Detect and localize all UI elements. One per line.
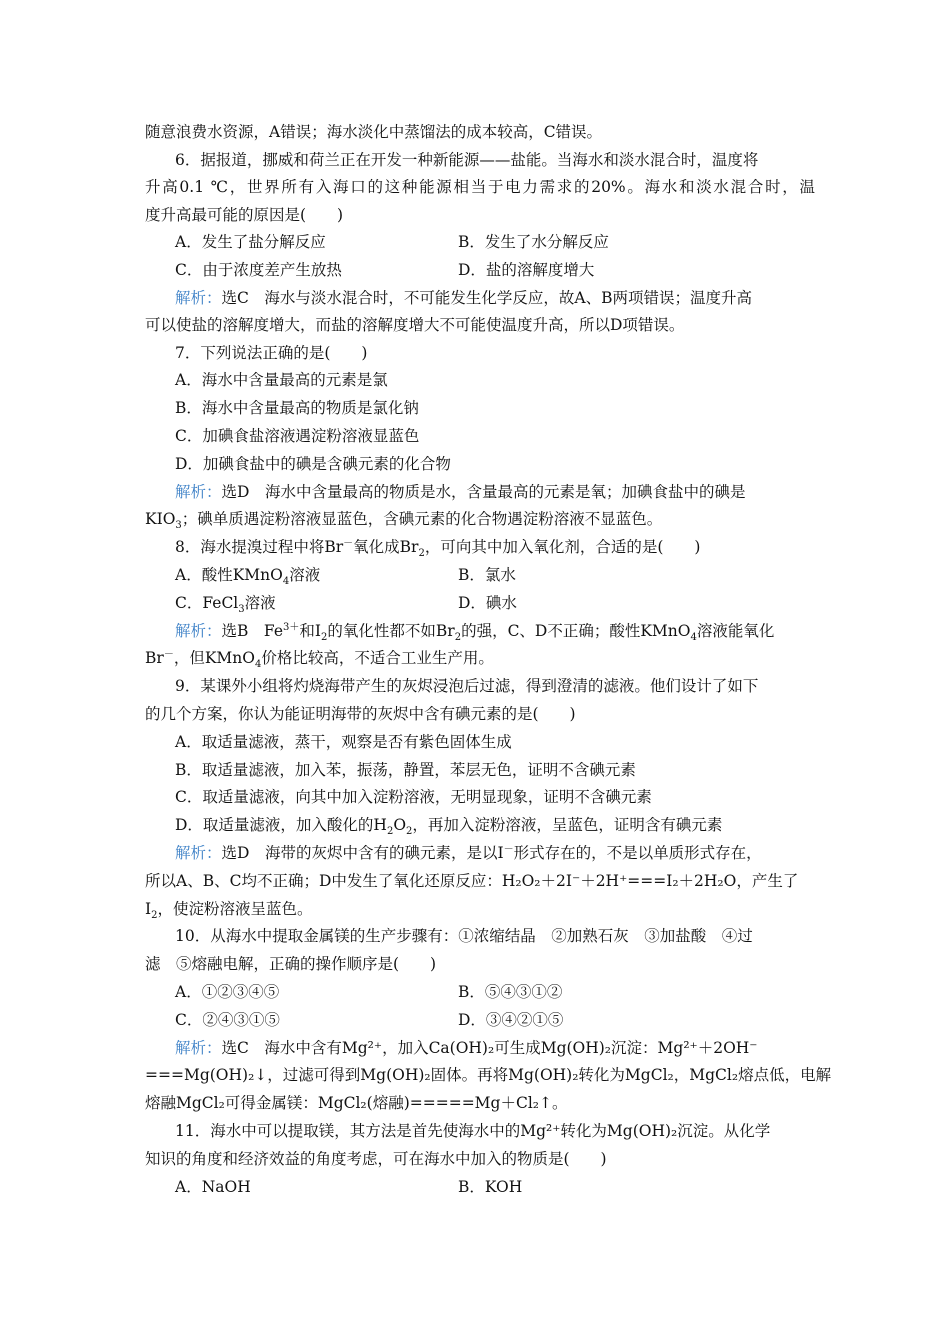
text-line: Br－，但KMnO$_4$价格比较高，不适合工业生产用。 — [145, 648, 494, 671]
option-a: A．NaOH — [175, 1178, 251, 1196]
option-d: D．③④②①⑤ — [458, 1011, 564, 1029]
option-c: C．由于浓度差产生放热 — [175, 261, 342, 279]
analysis — [175, 481, 845, 503]
text-line: ===Mg(OH)₂↓，过滤可得到Mg(OH)₂固体。再将Mg(OH)₂转化为MgCl₂，MgCl₂熔点低，电解 — [145, 1066, 832, 1084]
option-c: C．加碘食盐溶液遇淀粉溶液显蓝色 — [175, 427, 420, 445]
option-c: C．取适量滤液，向其中加入淀粉溶液，无明显现象，证明不含碘元素 — [175, 788, 652, 806]
analysis-text: 选C 海水与淡水混合时，不可能发生化学反应，故A、B两项错误；温度升高 — [221, 289, 752, 307]
analysis-text: 选C 海水中含有Mg²⁺，加入Ca(OH)₂可生成Mg(OH)₂沉淀：Mg²⁺＋2OH⁻ — [221, 1039, 758, 1057]
analysis: 解析：选B $Fe^{3+}$和$I_2$的氧化性都不如$Br_2$的强，C、D不正确；酸性KMnO$_4$溶液能氧化 — [175, 621, 775, 644]
analysis — [175, 1037, 845, 1059]
option-b: B．⑤④③①② — [458, 983, 563, 1001]
question-9: 9．某课外小组将灼烧海带产生的灰烬浸泡后过滤，得到澄清的滤液。他们设计了如下 — [175, 677, 759, 695]
analysis-label: 解析： — [175, 844, 222, 862]
analysis-label: 解析： — [175, 622, 222, 640]
option-d: D．取适量滤液，加入酸化的$H_2O_2$，再加入淀粉溶液，呈蓝色，证明含有碘元素 — [175, 816, 723, 838]
question-10: 10．从海水中提取金属镁的生产步骤有：①浓缩结晶 ②加熟石灰 ③加盐酸 ④过 — [175, 927, 753, 945]
text-line: 随意浪费水资源，A错误；海水淡化中蒸馏法的成本较高，C错误。 — [145, 123, 603, 141]
option-b: B．氯水 — [458, 566, 516, 584]
option-a: A．发生了盐分解反应 — [175, 233, 326, 251]
option-a: A．海水中含量最高的元素是氯 — [175, 371, 388, 389]
text-line: 滤 ⑤熔融电解，正确的操作顺序是( ) — [145, 955, 437, 973]
text-line: 所以A、B、C均不正确；D中发生了氧化还原反应：H₂O₂＋2I⁻＋2H⁺===I₂＋2H₂O，产生了 — [145, 872, 799, 890]
option-a: A．取适量滤液，蒸干，观察是否有紫色固体生成 — [175, 733, 512, 751]
question-11: 11．海水中可以提取镁，其方法是首先使海水中的Mg²⁺转化为Mg(OH)₂沉淀。从化学 — [175, 1122, 771, 1140]
option-d: D．盐的溶解度增大 — [458, 261, 595, 279]
analysis-label: 解析： — [175, 289, 222, 307]
option-b: B．取适量滤液，加入苯，振荡，静置，苯层无色，证明不含碘元素 — [175, 761, 636, 779]
option-b: B．海水中含量最高的物质是氯化钠 — [175, 399, 419, 417]
option-b: B．KOH — [458, 1178, 523, 1196]
analysis-text: 选D 海水中含量最高的物质是水，含量最高的元素是氧；加碘食盐中的碘是 — [221, 483, 746, 501]
text-line: 熔融MgCl₂可得金属镁：MgCl₂(熔融)=====Mg＋Cl₂↑。 — [145, 1094, 568, 1112]
question-6: 6．据报道，挪威和荷兰正在开发一种新能源——盐能。当海水和淡水混合时，温度将 — [175, 151, 759, 169]
analysis — [175, 287, 845, 309]
question-8: 8．海水提溴过程中将Br－氧化成$Br_2$，可向其中加入氧化剂，合适的是( ) — [175, 537, 701, 560]
text-line: $KIO_3$；碘单质遇淀粉溶液显蓝色，含碘元素的化合物遇淀粉溶液不显蓝色。 — [145, 510, 663, 532]
option-d: D．碘水 — [458, 594, 517, 612]
option-c: C．②④③①⑤ — [175, 1011, 280, 1029]
text-line: 可以使盐的溶解度增大，而盐的溶解度增大不可能使温度升高，所以D项错误。 — [145, 316, 685, 334]
option-a: A．①②③④⑤ — [175, 983, 280, 1001]
text-line: 度升高最可能的原因是( ) — [145, 206, 344, 224]
analysis-label: 解析： — [175, 483, 222, 501]
analysis-label: 解析： — [175, 1039, 222, 1057]
text-line: 的几个方案，你认为能证明海带的灰烬中含有碘元素的是( ) — [145, 705, 576, 723]
option-b: B．发生了水分解反应 — [458, 233, 609, 251]
option-c: C．FeCl$_3$溶液 — [175, 594, 276, 616]
analysis: 解析：选D 海带的灰烬中含有的碘元素，是以I－形式存在的，不是以单质形式存在， — [175, 843, 762, 862]
text-line: $I_2$，使淀粉溶液呈蓝色。 — [145, 900, 313, 922]
option-d: D．加碘食盐中的碘是含碘元素的化合物 — [175, 455, 451, 473]
option-a: A．酸性KMnO$_4$溶液 — [175, 566, 321, 588]
question-7: 7．下列说法正确的是( ) — [175, 344, 368, 362]
text-line: 升高0.1 ℃，世界所有入海口的这种能源相当于电力需求的20%。海水和淡水混合时，温 — [145, 178, 815, 196]
text-line: 知识的角度和经济效益的角度考虑，可在海水中加入的物质是( ) — [145, 1150, 607, 1168]
